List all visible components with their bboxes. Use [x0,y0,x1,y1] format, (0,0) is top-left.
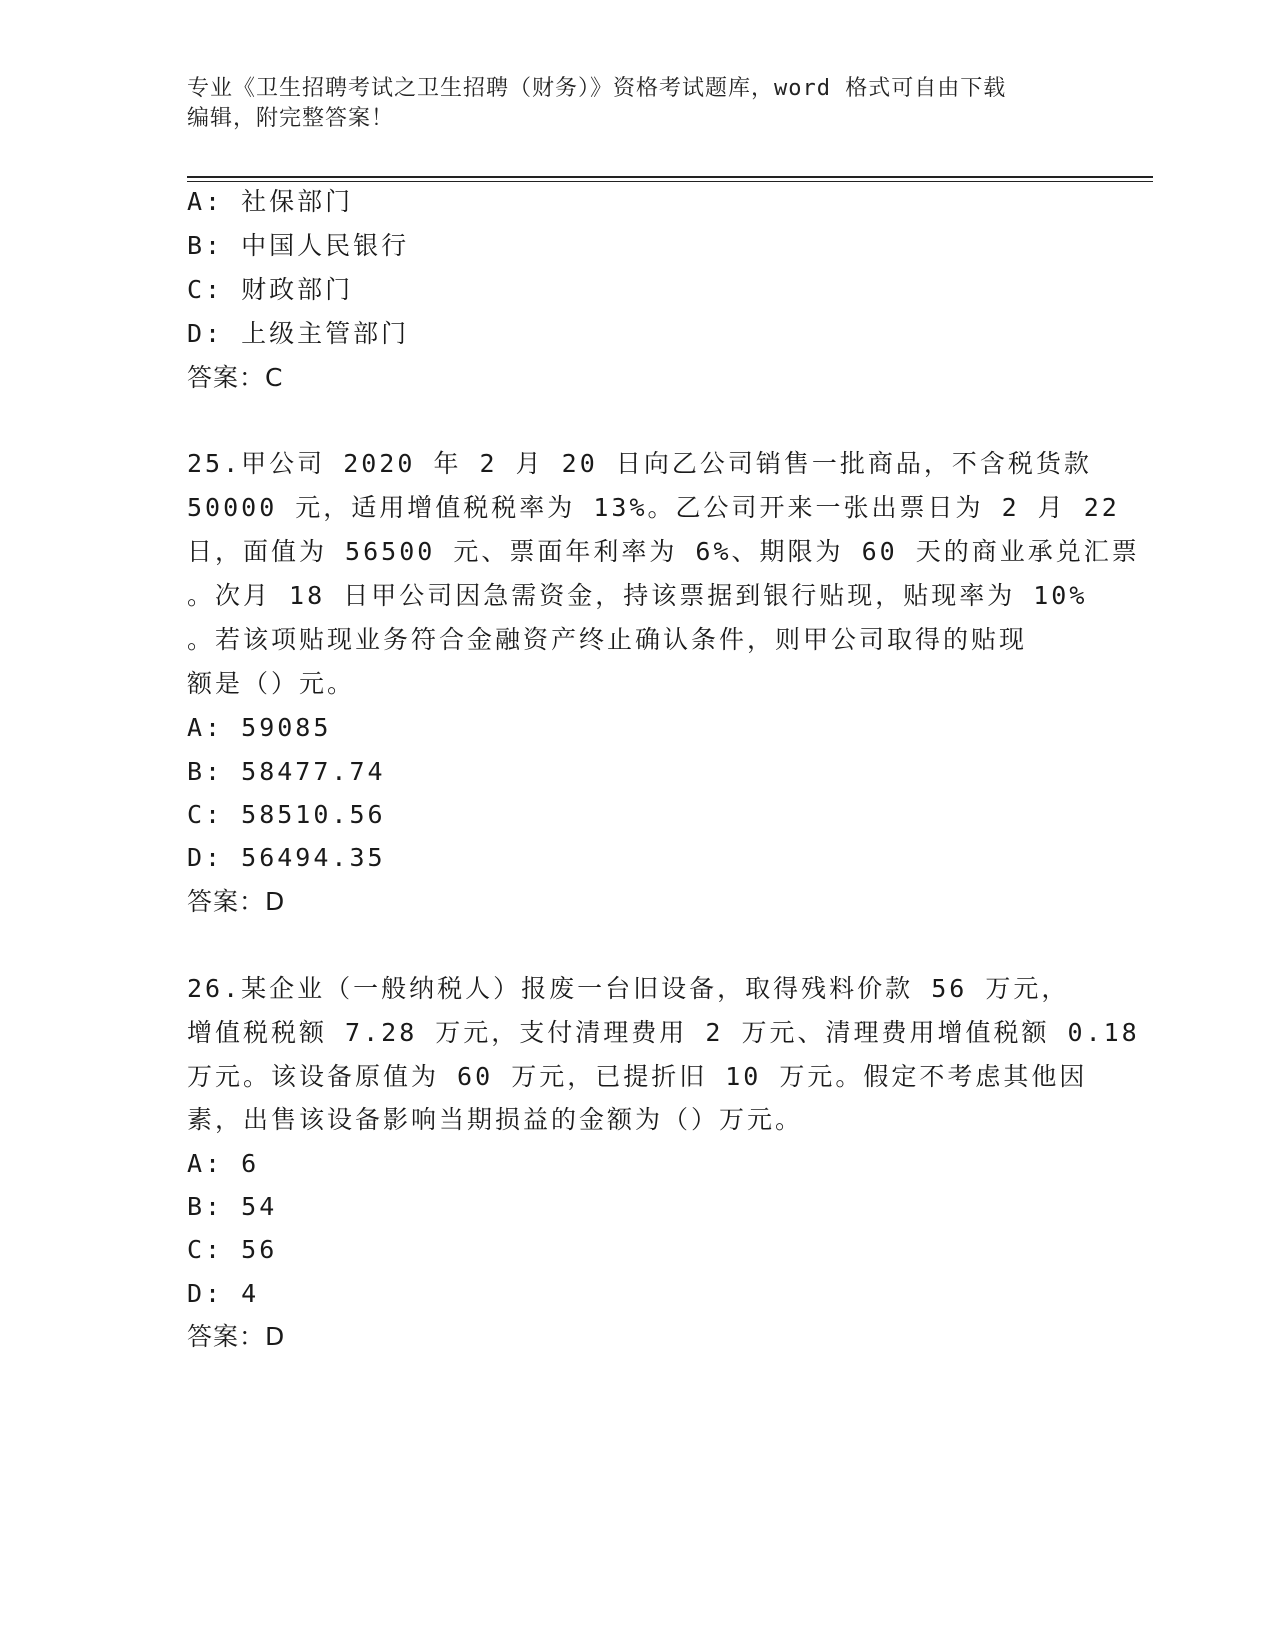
q25-answer: 答案：D [187,887,286,916]
q25-stem-line-1: 25.甲公司 2020 年 2 月 20 日向乙公司销售一批商品，不含税货款 [187,449,1092,478]
q25-stem-line-4: 。次月 18 日甲公司因急需资金，持该票据到银行贴现，贴现率为 10% [187,581,1088,610]
q26-option-c: C: 56 [187,1235,278,1264]
q25-stem-line-2: 50000 元，适用增值税税率为 13%。乙公司开来一张出票日为 2 月 22 [187,493,1120,522]
q24-answer: 答案：C [187,363,284,392]
q26-stem-line-2: 增值税税额 7.28 万元，支付清理费用 2 万元、清理费用增值税额 0.18 [187,1018,1140,1047]
document-header [187,74,1087,134]
header-divider-thin [187,181,1153,182]
q26-option-b: B: 54 [187,1192,278,1221]
q25-option-c: C: 58510.56 [187,800,386,829]
q26-option-a: A: 6 [187,1149,260,1178]
q25-stem-line-5: 。若该项贴现业务符合金融资产终止确认条件，则甲公司取得的贴现 [187,625,1028,654]
header-divider-thick [187,176,1153,178]
q24-option-c: C: 财政部门 [187,275,354,304]
q25-option-d: D: 56494.35 [187,843,386,872]
q26-option-d: D: 4 [187,1279,260,1308]
q24-option-d: D: 上级主管部门 [187,319,410,348]
q24-option-a: A: 社保部门 [187,187,354,216]
q25-stem-line-6: 额是（）元。 [187,669,356,698]
header-line-2: 编辑，附完整答案！ [187,106,395,131]
header-line-1: 专业《卫生招聘考试之卫生招聘（财务）》资格考试题库，word 格式可自由下载 [187,76,1007,101]
q26-stem-line-1: 26.某企业（一般纳税人）报废一台旧设备，取得残料价款 56 万元， [187,974,1070,1003]
q25-option-a: A: 59085 [187,713,332,742]
q26-stem-line-3: 万元。该设备原值为 60 万元，已提折旧 10 万元。假定不考虑其他因 [187,1062,1088,1091]
q25-option-b: B: 58477.74 [187,757,386,786]
q26-answer: 答案：D [187,1322,286,1351]
q25-stem-line-3: 日，面值为 56500 元、票面年利率为 6%、期限为 60 天的商业承兑汇票 [187,537,1140,566]
q26-stem-line-4: 素，出售该设备影响当期损益的金额为（）万元。 [187,1105,804,1134]
q24-option-b: B: 中国人民银行 [187,231,410,260]
